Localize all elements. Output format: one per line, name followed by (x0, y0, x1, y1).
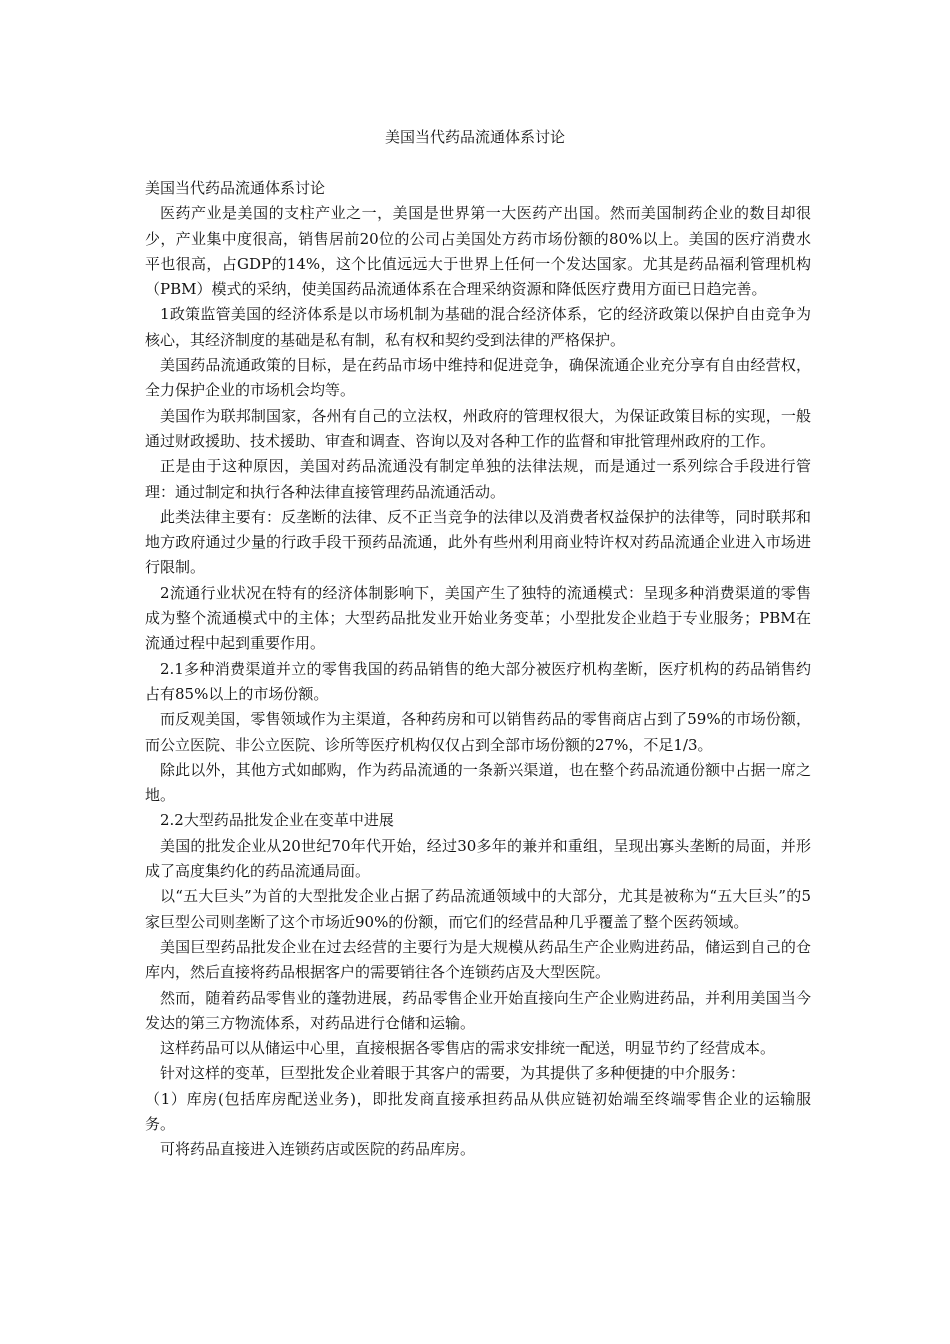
paragraph: 医药产业是美国的支柱产业之一，美国是世界第一大医药产出国。然而美国制药企业的数目却很少，产业集中度很高，销售居前20位的公司占美国处方药市场份额的80%以上。美国的医疗消费水平也很高，占GDP的14%，这个比值远远大于世界上任何一个发达国家。尤其是药品福利管理机构（PBM）模式的采纳，使美国药品流通体系在合理采纳资源和降低医疗费用方面已日趋完善。 (145, 204, 811, 299)
paragraph: 美国巨型药品批发企业在过去经营的主要行为是大规模从药品生产企业购进药品，储运到自己的仓库内，然后直接将药品根据客户的需要销往各个连锁药店及大型医院。 (145, 937, 811, 982)
paragraph: 针对这样的变革，巨型批发企业着眼于其客户的需要，为其提供了多种便捷的中介服务： (160, 1064, 746, 1083)
paragraph: 2流通行业状况在特有的经济体制影响下，美国产生了独特的流通模式：呈现多种消费渠道的零售成为整个流通模式中的主体；大型药品批发业开始业务变革；小型批发企业趋于专业服务；PBM在流通过程中起到重要作用。 (145, 583, 811, 653)
paragraph: 可将药品直接进入连锁药店或医院的药品库房。 (160, 1140, 476, 1159)
paragraph: 以“五大巨头”为首的大型批发企业占据了药品流通领域中的大部分，尤其是被称为“五大巨头”的5家巨型公司则垄断了这个市场近90%的份额，而它们的经营品种几乎覆盖了整个医药领域。 (145, 887, 811, 931)
paragraph: 而反观美国，零售领域作为主渠道，各种药房和可以销售药品的零售商店占到了59%的市场份额，而公立医院、非公立医院、诊所等医疗机构仅仅占到全部市场份额的27%，不足1/3。 (145, 710, 811, 754)
subsection-heading: 2.2大型药品批发企业在变革中进展 (160, 811, 394, 830)
section-heading: 美国当代药品流通体系讨论 (145, 179, 326, 197)
paragraph: 美国作为联邦制国家，各州有自己的立法权，州政府的管理权很大，为保证政策目标的实现，一般通过财政援助、技术援助、审查和调查、咨询以及对各种工作的监督和审批管理州政府的工作。 (145, 406, 811, 450)
paragraph: 正是由于这种原因，美国对药品流通没有制定单独的法律法规，而是通过一系列综合手段进行管理：通过制定和执行各种法律直接管理药品流通活动。 (145, 457, 811, 501)
document-body (145, 176, 811, 1163)
paragraph: 1政策监管美国的经济体系是以市场机制为基础的混合经济体系，它的经济政策以保护自由竞争为核心，其经济制度的基础是私有制，私有权和契约受到法律的严格保护。 (145, 305, 811, 349)
paragraph: 2.1多种消费渠道并立的零售我国的药品销售的绝大部分被医疗机构垄断，医疗机构的药品销售约占有85%以上的市场份额。 (145, 659, 811, 703)
paragraph: 美国的批发企业从20世纪70年代开始，经过30多年的兼并和重组，呈现出寡头垄断的局面，并形成了高度集约化的药品流通局面。 (145, 836, 811, 881)
paragraph: 此类法律主要有：反垄断的法律、反不正当竞争的法律以及消费者权益保护的法律等，同时联邦和地方政府通过少量的行政手段干预药品流通，此外有些州利用商业特许权对药品流通企业进入市场进行限制。 (145, 507, 811, 577)
paragraph: 然而，随着药品零售业的蓬勃进展，药品零售企业开始直接向生产企业购进药品，并利用美国当今发达的第三方物流体系，对药品进行仓储和运输。 (145, 988, 811, 1032)
paragraph: 美国药品流通政策的目标，是在药品市场中维持和促进竞争，确保流通企业充分享有自由经营权，全力保护企业的市场机会均等。 (145, 356, 811, 400)
document-title: 美国当代药品流通体系讨论 (384, 128, 565, 146)
paragraph: 除此以外，其他方式如邮购，作为药品流通的一条新兴渠道，也在整个药品流通份额中占据一席之地。 (145, 760, 811, 805)
list-item: （1）库房(包括库房配送业务)，即批发商直接承担药品从供应链初始端至终端零售企业的运输服务。 (145, 1089, 811, 1133)
paragraph: 这样药品可以从储运中心里，直接根据各零售店的需求安排统一配送，明显节约了经营成本。 (160, 1039, 776, 1058)
